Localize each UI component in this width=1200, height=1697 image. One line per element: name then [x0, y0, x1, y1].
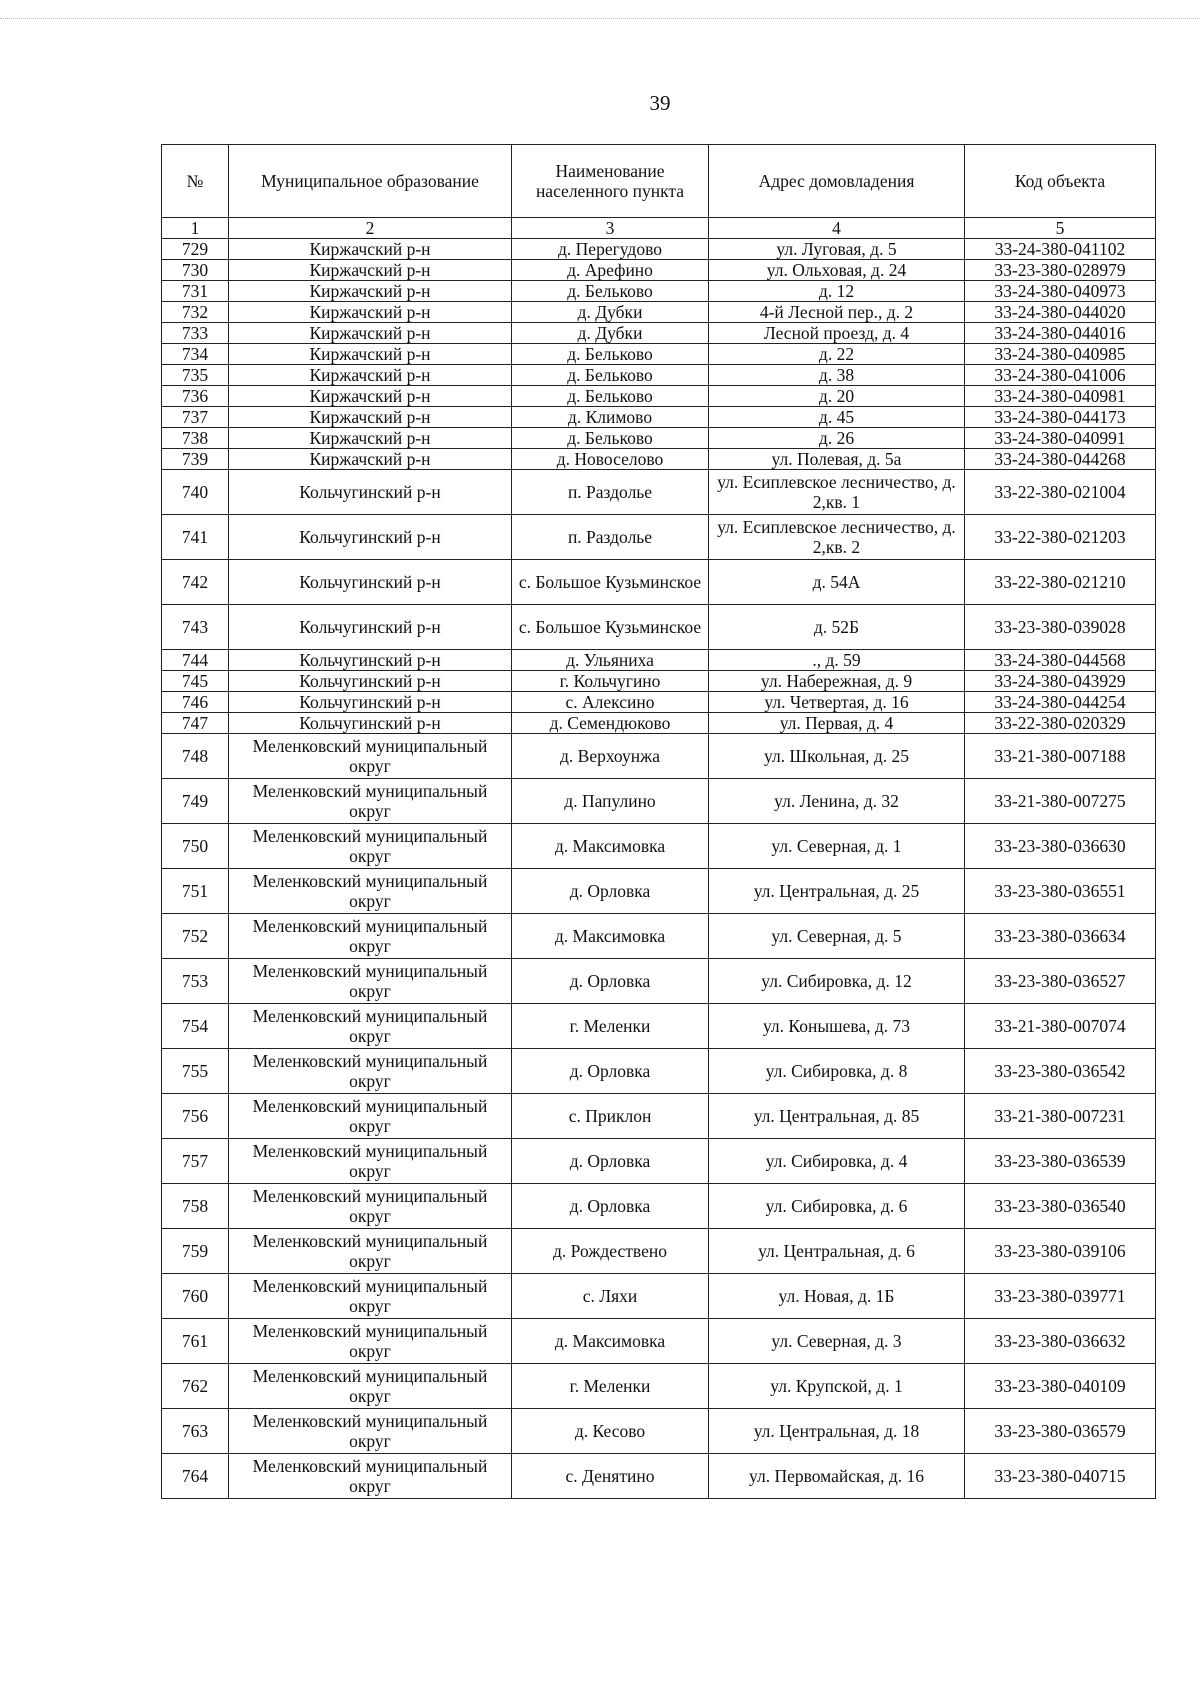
- table-row: [162, 260, 1156, 281]
- table-row: [162, 650, 1156, 671]
- top-divider: [0, 18, 1200, 19]
- municipality-cell: Кольчугинский р-н: [229, 470, 512, 515]
- object-code-cell: 33-23-380-036630: [965, 824, 1156, 869]
- object-code-cell: 33-23-380-028979: [965, 260, 1156, 281]
- table-row: [162, 449, 1156, 470]
- row-number-cell: 764: [162, 1454, 229, 1499]
- address-cell: д. 22: [709, 344, 965, 365]
- table-row: [162, 386, 1156, 407]
- municipality-cell: Меленковский муниципальный округ: [229, 1409, 512, 1454]
- object-code-cell: 33-23-380-039028: [965, 605, 1156, 650]
- table-header: [162, 145, 1156, 239]
- address-cell: ул. Есиплевское лесничество, д. 2,кв. 2: [709, 515, 965, 560]
- row-number-cell: 732: [162, 302, 229, 323]
- settlement-cell: с. Денятино: [512, 1454, 709, 1499]
- object-code-cell: 33-22-380-020329: [965, 713, 1156, 734]
- object-code-cell: 33-23-380-040715: [965, 1454, 1156, 1499]
- object-code-cell: 33-22-380-021004: [965, 470, 1156, 515]
- row-number-cell: 749: [162, 779, 229, 824]
- row-number-cell: 729: [162, 239, 229, 260]
- table-row: [162, 1184, 1156, 1229]
- settlement-cell: д. Максимовка: [512, 824, 709, 869]
- object-code-cell: 33-24-380-044268: [965, 449, 1156, 470]
- row-number-cell: 762: [162, 1364, 229, 1409]
- object-code-cell: 33-24-380-044020: [965, 302, 1156, 323]
- object-code-cell: 33-22-380-021210: [965, 560, 1156, 605]
- table-row: [162, 1229, 1156, 1274]
- municipality-cell: Киржачский р-н: [229, 344, 512, 365]
- table-row: [162, 239, 1156, 260]
- address-cell: ул. Центральная, д. 18: [709, 1409, 965, 1454]
- object-code-cell: 33-23-380-036632: [965, 1319, 1156, 1364]
- address-cell: ул. Северная, д. 5: [709, 914, 965, 959]
- row-number-cell: 754: [162, 1004, 229, 1049]
- object-code-cell: 33-24-380-040973: [965, 281, 1156, 302]
- address-cell: ул. Конышева, д. 73: [709, 1004, 965, 1049]
- address-cell: ул. Крупской, д. 1: [709, 1364, 965, 1409]
- table-row: [162, 1364, 1156, 1409]
- table-row: [162, 1319, 1156, 1364]
- table-row: [162, 302, 1156, 323]
- row-number-cell: 763: [162, 1409, 229, 1454]
- row-number-cell: 734: [162, 344, 229, 365]
- settlement-cell: с. Большое Кузьминское: [512, 560, 709, 605]
- table-row: [162, 1454, 1156, 1499]
- table-row: [162, 734, 1156, 779]
- address-cell: ул. Центральная, д. 6: [709, 1229, 965, 1274]
- municipality-cell: Меленковский муниципальный округ: [229, 1139, 512, 1184]
- row-number-cell: 759: [162, 1229, 229, 1274]
- object-code-cell: 33-24-380-044254: [965, 692, 1156, 713]
- settlement-cell: г. Меленки: [512, 1004, 709, 1049]
- table-row: [162, 470, 1156, 515]
- page-number: 39: [649, 91, 671, 115]
- header-object-code: Код объекта: [965, 145, 1156, 218]
- municipality-cell: Меленковский муниципальный округ: [229, 824, 512, 869]
- settlement-cell: д. Ульяниха: [512, 650, 709, 671]
- object-code-cell: 33-21-380-007275: [965, 779, 1156, 824]
- object-code-cell: 33-21-380-007188: [965, 734, 1156, 779]
- address-cell: д. 38: [709, 365, 965, 386]
- address-cell: ул. Первая, д. 4: [709, 713, 965, 734]
- municipality-cell: Меленковский муниципальный округ: [229, 1229, 512, 1274]
- address-cell: ул. Сибировка, д. 4: [709, 1139, 965, 1184]
- municipality-cell: Киржачский р-н: [229, 407, 512, 428]
- settlement-cell: д. Бельково: [512, 344, 709, 365]
- table-row: [162, 713, 1156, 734]
- address-cell: ул. Северная, д. 1: [709, 824, 965, 869]
- municipality-cell: Меленковский муниципальный округ: [229, 1454, 512, 1499]
- municipality-cell: Киржачский р-н: [229, 449, 512, 470]
- object-code-cell: 33-23-380-036542: [965, 1049, 1156, 1094]
- row-number-cell: 743: [162, 605, 229, 650]
- table-row: [162, 428, 1156, 449]
- object-code-cell: 33-24-380-041102: [965, 239, 1156, 260]
- settlement-cell: с. Ляхи: [512, 1274, 709, 1319]
- object-code-cell: 33-21-380-007074: [965, 1004, 1156, 1049]
- address-cell: д. 20: [709, 386, 965, 407]
- table-row: [162, 1409, 1156, 1454]
- settlement-cell: д. Бельково: [512, 428, 709, 449]
- row-number-cell: 738: [162, 428, 229, 449]
- settlement-cell: с. Большое Кузьминское: [512, 605, 709, 650]
- settlement-cell: д. Орловка: [512, 1049, 709, 1094]
- table-row: [162, 914, 1156, 959]
- municipality-cell: Меленковский муниципальный округ: [229, 779, 512, 824]
- object-code-cell: 33-23-380-040109: [965, 1364, 1156, 1409]
- row-number-cell: 748: [162, 734, 229, 779]
- row-number-cell: 761: [162, 1319, 229, 1364]
- municipality-cell: Меленковский муниципальный округ: [229, 1184, 512, 1229]
- row-number-cell: 750: [162, 824, 229, 869]
- municipality-cell: Киржачский р-н: [229, 281, 512, 302]
- object-code-cell: 33-24-380-043929: [965, 671, 1156, 692]
- row-number-cell: 752: [162, 914, 229, 959]
- table-row: [162, 560, 1156, 605]
- object-code-cell: 33-23-380-039771: [965, 1274, 1156, 1319]
- row-number-cell: 741: [162, 515, 229, 560]
- table-row: [162, 515, 1156, 560]
- header-municipality: Муниципальное образование: [229, 145, 512, 218]
- address-cell: ул. Новая, д. 1Б: [709, 1274, 965, 1319]
- row-number-cell: 731: [162, 281, 229, 302]
- row-number-cell: 755: [162, 1049, 229, 1094]
- row-number-cell: 739: [162, 449, 229, 470]
- address-cell: ул. Четвертая, д. 16: [709, 692, 965, 713]
- settlement-cell: д. Папулино: [512, 779, 709, 824]
- settlement-cell: д. Семендюково: [512, 713, 709, 734]
- settlement-cell: с. Алексино: [512, 692, 709, 713]
- municipality-cell: Киржачский р-н: [229, 323, 512, 344]
- registry-table: [161, 144, 1156, 1499]
- municipality-cell: Кольчугинский р-н: [229, 515, 512, 560]
- settlement-cell: г. Меленки: [512, 1364, 709, 1409]
- address-cell: ул. Есиплевское лесничество, д. 2,кв. 1: [709, 470, 965, 515]
- address-cell: ул. Ленина, д. 32: [709, 779, 965, 824]
- municipality-cell: Кольчугинский р-н: [229, 560, 512, 605]
- municipality-cell: Киржачский р-н: [229, 428, 512, 449]
- address-cell: ул. Полевая, д. 5а: [709, 449, 965, 470]
- object-code-cell: 33-23-380-036539: [965, 1139, 1156, 1184]
- municipality-cell: Кольчугинский р-н: [229, 650, 512, 671]
- address-cell: ул. Школьная, д. 25: [709, 734, 965, 779]
- municipality-cell: Кольчугинский р-н: [229, 692, 512, 713]
- row-number-cell: 744: [162, 650, 229, 671]
- object-code-cell: 33-23-380-036579: [965, 1409, 1156, 1454]
- row-number-cell: 733: [162, 323, 229, 344]
- object-code-cell: 33-21-380-007231: [965, 1094, 1156, 1139]
- object-code-cell: 33-24-380-040981: [965, 386, 1156, 407]
- object-code-cell: 33-24-380-040985: [965, 344, 1156, 365]
- column-number: 4: [709, 218, 965, 239]
- settlement-cell: д. Кесово: [512, 1409, 709, 1454]
- row-number-cell: 737: [162, 407, 229, 428]
- object-code-cell: 33-24-380-044173: [965, 407, 1156, 428]
- municipality-cell: Меленковский муниципальный округ: [229, 1364, 512, 1409]
- municipality-cell: Меленковский муниципальный округ: [229, 1004, 512, 1049]
- settlement-cell: д. Дубки: [512, 302, 709, 323]
- row-number-cell: 746: [162, 692, 229, 713]
- row-number-cell: 730: [162, 260, 229, 281]
- object-code-cell: 33-23-380-036551: [965, 869, 1156, 914]
- table-row: [162, 605, 1156, 650]
- table-row: [162, 824, 1156, 869]
- settlement-cell: д. Дубки: [512, 323, 709, 344]
- row-number-cell: 758: [162, 1184, 229, 1229]
- address-cell: 4-й Лесной пер., д. 2: [709, 302, 965, 323]
- table-row: [162, 281, 1156, 302]
- settlement-cell: д. Бельково: [512, 281, 709, 302]
- settlement-cell: д. Максимовка: [512, 1319, 709, 1364]
- municipality-cell: Меленковский муниципальный округ: [229, 1274, 512, 1319]
- row-number-cell: 753: [162, 959, 229, 1004]
- settlement-cell: д. Орловка: [512, 869, 709, 914]
- municipality-cell: Киржачский р-н: [229, 386, 512, 407]
- settlement-cell: п. Раздолье: [512, 515, 709, 560]
- header-settlement: Наименование населенного пункта: [512, 145, 709, 218]
- object-code-cell: 33-24-380-040991: [965, 428, 1156, 449]
- settlement-cell: д. Бельково: [512, 365, 709, 386]
- row-number-cell: 740: [162, 470, 229, 515]
- object-code-cell: 33-22-380-021203: [965, 515, 1156, 560]
- settlement-cell: д. Перегудово: [512, 239, 709, 260]
- table-row: [162, 344, 1156, 365]
- address-cell: ул. Сибировка, д. 8: [709, 1049, 965, 1094]
- municipality-cell: Киржачский р-н: [229, 365, 512, 386]
- municipality-cell: Кольчугинский р-н: [229, 605, 512, 650]
- municipality-cell: Киржачский р-н: [229, 302, 512, 323]
- table-row: [162, 1049, 1156, 1094]
- settlement-cell: д. Орловка: [512, 1184, 709, 1229]
- address-cell: ул. Северная, д. 3: [709, 1319, 965, 1364]
- table-row: [162, 1139, 1156, 1184]
- address-cell: ул. Первомайская, д. 16: [709, 1454, 965, 1499]
- municipality-cell: Меленковский муниципальный округ: [229, 869, 512, 914]
- address-cell: ул. Ольховая, д. 24: [709, 260, 965, 281]
- table-row: [162, 692, 1156, 713]
- table-row: [162, 323, 1156, 344]
- municipality-cell: Меленковский муниципальный округ: [229, 959, 512, 1004]
- row-number-cell: 757: [162, 1139, 229, 1184]
- municipality-cell: Меленковский муниципальный округ: [229, 914, 512, 959]
- column-number: 3: [512, 218, 709, 239]
- settlement-cell: д. Орловка: [512, 959, 709, 1004]
- row-number-cell: 751: [162, 869, 229, 914]
- settlement-cell: п. Раздолье: [512, 470, 709, 515]
- municipality-cell: Меленковский муниципальный округ: [229, 1319, 512, 1364]
- address-cell: ул. Набережная, д. 9: [709, 671, 965, 692]
- header-row: [162, 145, 1156, 218]
- address-cell: ул. Центральная, д. 85: [709, 1094, 965, 1139]
- address-cell: д. 54А: [709, 560, 965, 605]
- municipality-cell: Меленковский муниципальный округ: [229, 1049, 512, 1094]
- municipality-cell: Кольчугинский р-н: [229, 671, 512, 692]
- municipality-cell: Кольчугинский р-н: [229, 713, 512, 734]
- address-cell: д. 26: [709, 428, 965, 449]
- table-body: [162, 239, 1156, 1499]
- settlement-cell: д. Арефино: [512, 260, 709, 281]
- address-cell: ., д. 59: [709, 650, 965, 671]
- object-code-cell: 33-24-380-044568: [965, 650, 1156, 671]
- address-cell: ул. Сибировка, д. 6: [709, 1184, 965, 1229]
- settlement-cell: д. Климово: [512, 407, 709, 428]
- municipality-cell: Киржачский р-н: [229, 239, 512, 260]
- table-row: [162, 869, 1156, 914]
- column-numbers-row: [162, 218, 1156, 239]
- address-cell: Лесной проезд, д. 4: [709, 323, 965, 344]
- object-code-cell: 33-23-380-036527: [965, 959, 1156, 1004]
- object-code-cell: 33-23-380-039106: [965, 1229, 1156, 1274]
- table-row: [162, 671, 1156, 692]
- row-number-cell: 745: [162, 671, 229, 692]
- header-address: Адрес домовладения: [709, 145, 965, 218]
- row-number-cell: 736: [162, 386, 229, 407]
- object-code-cell: 33-23-380-036634: [965, 914, 1156, 959]
- address-cell: д. 52Б: [709, 605, 965, 650]
- address-cell: ул. Центральная, д. 25: [709, 869, 965, 914]
- table-row: [162, 407, 1156, 428]
- settlement-cell: д. Новоселово: [512, 449, 709, 470]
- row-number-cell: 735: [162, 365, 229, 386]
- object-code-cell: 33-24-380-044016: [965, 323, 1156, 344]
- column-number: 2: [229, 218, 512, 239]
- address-cell: д. 12: [709, 281, 965, 302]
- address-cell: д. 45: [709, 407, 965, 428]
- row-number-cell: 760: [162, 1274, 229, 1319]
- settlement-cell: д. Бельково: [512, 386, 709, 407]
- table-row: [162, 959, 1156, 1004]
- address-cell: ул. Сибировка, д. 12: [709, 959, 965, 1004]
- address-cell: ул. Луговая, д. 5: [709, 239, 965, 260]
- settlement-cell: д. Рождествено: [512, 1229, 709, 1274]
- table-row: [162, 779, 1156, 824]
- table-row: [162, 365, 1156, 386]
- settlement-cell: д. Максимовка: [512, 914, 709, 959]
- table-row: [162, 1274, 1156, 1319]
- object-code-cell: 33-24-380-041006: [965, 365, 1156, 386]
- column-number: 1: [162, 218, 229, 239]
- row-number-cell: 742: [162, 560, 229, 605]
- table-row: [162, 1094, 1156, 1139]
- municipality-cell: Меленковский муниципальный округ: [229, 1094, 512, 1139]
- settlement-cell: г. Кольчугино: [512, 671, 709, 692]
- object-code-cell: 33-23-380-036540: [965, 1184, 1156, 1229]
- municipality-cell: Киржачский р-н: [229, 260, 512, 281]
- settlement-cell: д. Орловка: [512, 1139, 709, 1184]
- column-number: 5: [965, 218, 1156, 239]
- header-number: №: [162, 145, 229, 218]
- row-number-cell: 747: [162, 713, 229, 734]
- settlement-cell: д. Верхоунжа: [512, 734, 709, 779]
- row-number-cell: 756: [162, 1094, 229, 1139]
- table-row: [162, 1004, 1156, 1049]
- municipality-cell: Меленковский муниципальный округ: [229, 734, 512, 779]
- settlement-cell: с. Приклон: [512, 1094, 709, 1139]
